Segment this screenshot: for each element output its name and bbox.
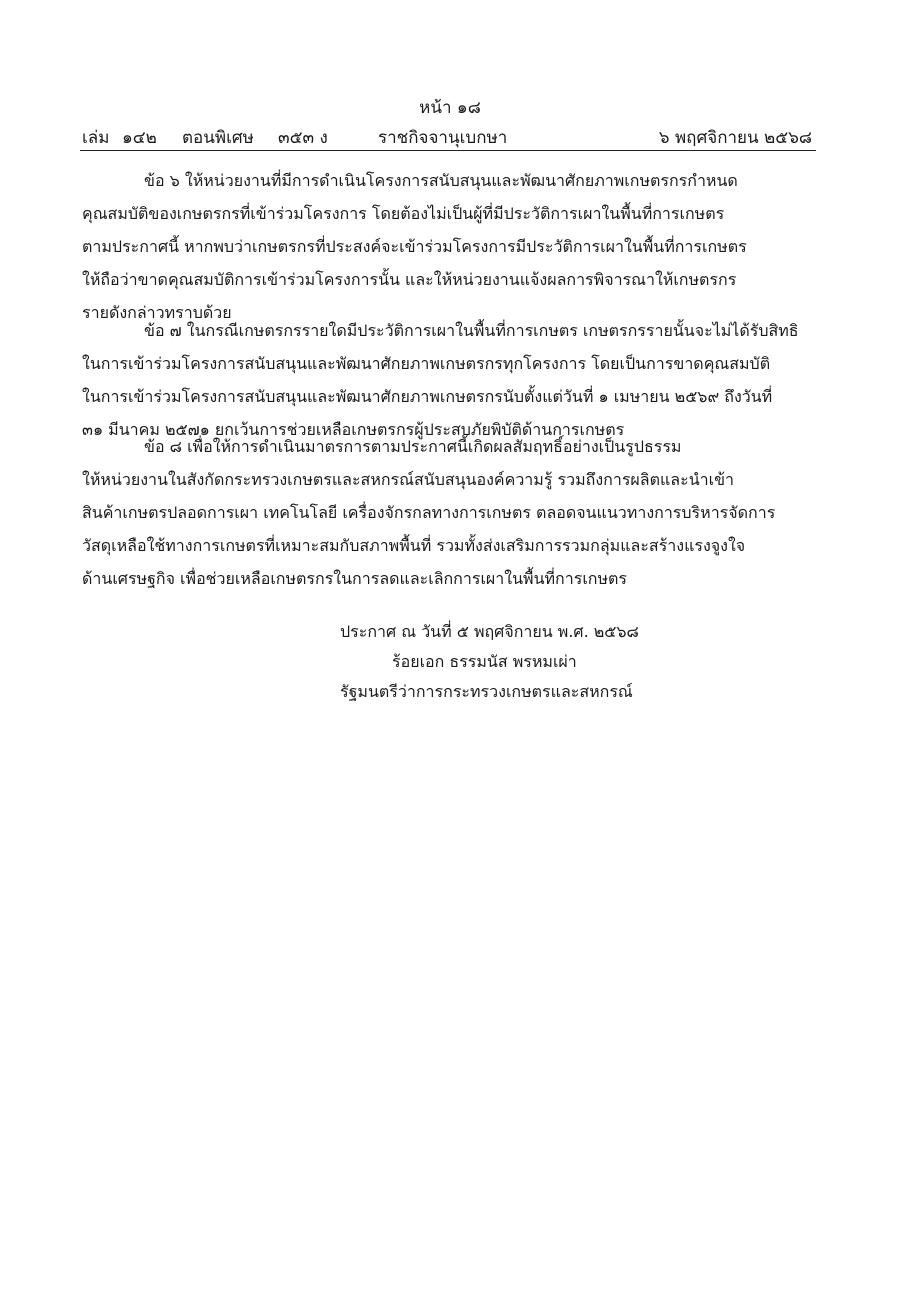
clause-7 <box>82 314 814 446</box>
signatory-name: ร้อยเอก ธรรมนัส พรหมเผ่า <box>392 652 577 671</box>
header-date: ๖ พฤศจิกายน ๒๕๖๘ <box>658 128 812 148</box>
clause-6 <box>82 164 814 329</box>
announcement-date: ประกาศ ณ วันที่ ๕ พฤศจิกายน พ.ศ. ๒๕๖๘ <box>340 622 639 641</box>
signatory-position: รัฐมนตรีว่าการกระทรวงเกษตรและสหกรณ์ <box>340 682 633 701</box>
volume-number: ๑๔๒ <box>122 128 157 148</box>
clause-line: ในการเข้าร่วมโครงการสนับสนุนและพัฒนาศักยภาพเกษตรกรทุกโครงการ โดยเป็นการขาดคุณสมบัติ <box>82 354 771 373</box>
clause-line: ในการเข้าร่วมโครงการสนับสนุนและพัฒนาศักยภาพเกษตรกรนับตั้งแต่วันที่ ๑ เมษายน ๒๕๖๙ ถึงวันที่ <box>82 387 773 406</box>
gazette-name: ราชกิจจานุเบกษา <box>378 128 508 148</box>
clause-line: สินค้าเกษตรปลอดการเผา เทคโนโลยี เครื่องจักรกลทางการเกษตร ตลอดจนแนวทางการบริหารจัดการ <box>82 503 776 522</box>
volume-label: เล่ม <box>82 128 110 148</box>
clause-8 <box>82 430 814 595</box>
page-number: หน้า ๑๘ <box>419 98 481 118</box>
clause-line: ให้ถือว่าขาดคุณสมบัติการเข้าร่วมโครงการนั้น และให้หน่วยงานแจ้งผลการพิจารณาให้เกษตรกร <box>82 270 737 289</box>
issue-number: ๓๕๓ ง <box>278 128 328 148</box>
clause-line: คุณสมบัติของเกษตรกรที่เข้าร่วมโครงการ โดยต้องไม่เป็นผู้ที่มีประวัติการเผาในพื้นที่การเกษตร <box>82 204 725 223</box>
signature-block <box>340 617 639 707</box>
clause-line: ข้อ ๘ เพื่อให้การดำเนินมาตรการตามประกาศนี้เกิดผลสัมฤทธิ์อย่างเป็นรูปธรรม <box>144 437 682 456</box>
clause-line: ๓๑ มีนาคม ๒๕๗๑ ยกเว้นการช่วยเหลือเกษตรกรผู้ประสบภัยพิบัติด้านการเกษตร <box>82 420 625 439</box>
clause-line: วัสดุเหลือใช้ทางการเกษตรที่เหมาะสมกับสภาพพื้นที่ รวมทั้งส่งเสริมการรวมกลุ่มและสร้างแรงจูงใจ <box>82 536 746 555</box>
clause-line: รายดังกล่าวทราบด้วย <box>82 303 232 322</box>
clause-line: ตามประกาศนี้ หากพบว่าเกษตรกรที่ประสงค์จะเข้าร่วมโครงการมีประวัติการเผาในพื้นที่การเกษตร <box>82 237 747 256</box>
header-divider <box>80 150 816 151</box>
clause-line: ด้านเศรษฐกิจ เพื่อช่วยเหลือเกษตรกรในการลดและเลิกการเผาในพื้นที่การเกษตร <box>82 569 628 588</box>
clause-line: ข้อ ๗ ในกรณีเกษตรกรรายใดมีประวัติการเผาในพื้นที่การเกษตร เกษตรกรรายนั้นจะไม่ได้รับสิทธิ <box>144 321 799 340</box>
clause-line: ให้หน่วยงานในสังกัดกระทรวงเกษตรและสหกรณ์สนับสนุนองค์ความรู้ รวมถึงการผลิตและนำเข้า <box>82 470 734 489</box>
gazette-header <box>82 124 812 148</box>
clause-line: ข้อ ๖ ให้หน่วยงานที่มีการดำเนินโครงการสนับสนุนและพัฒนาศักยภาพเกษตรกรกำหนด <box>144 171 738 190</box>
issue-label: ตอนพิเศษ <box>182 128 254 148</box>
